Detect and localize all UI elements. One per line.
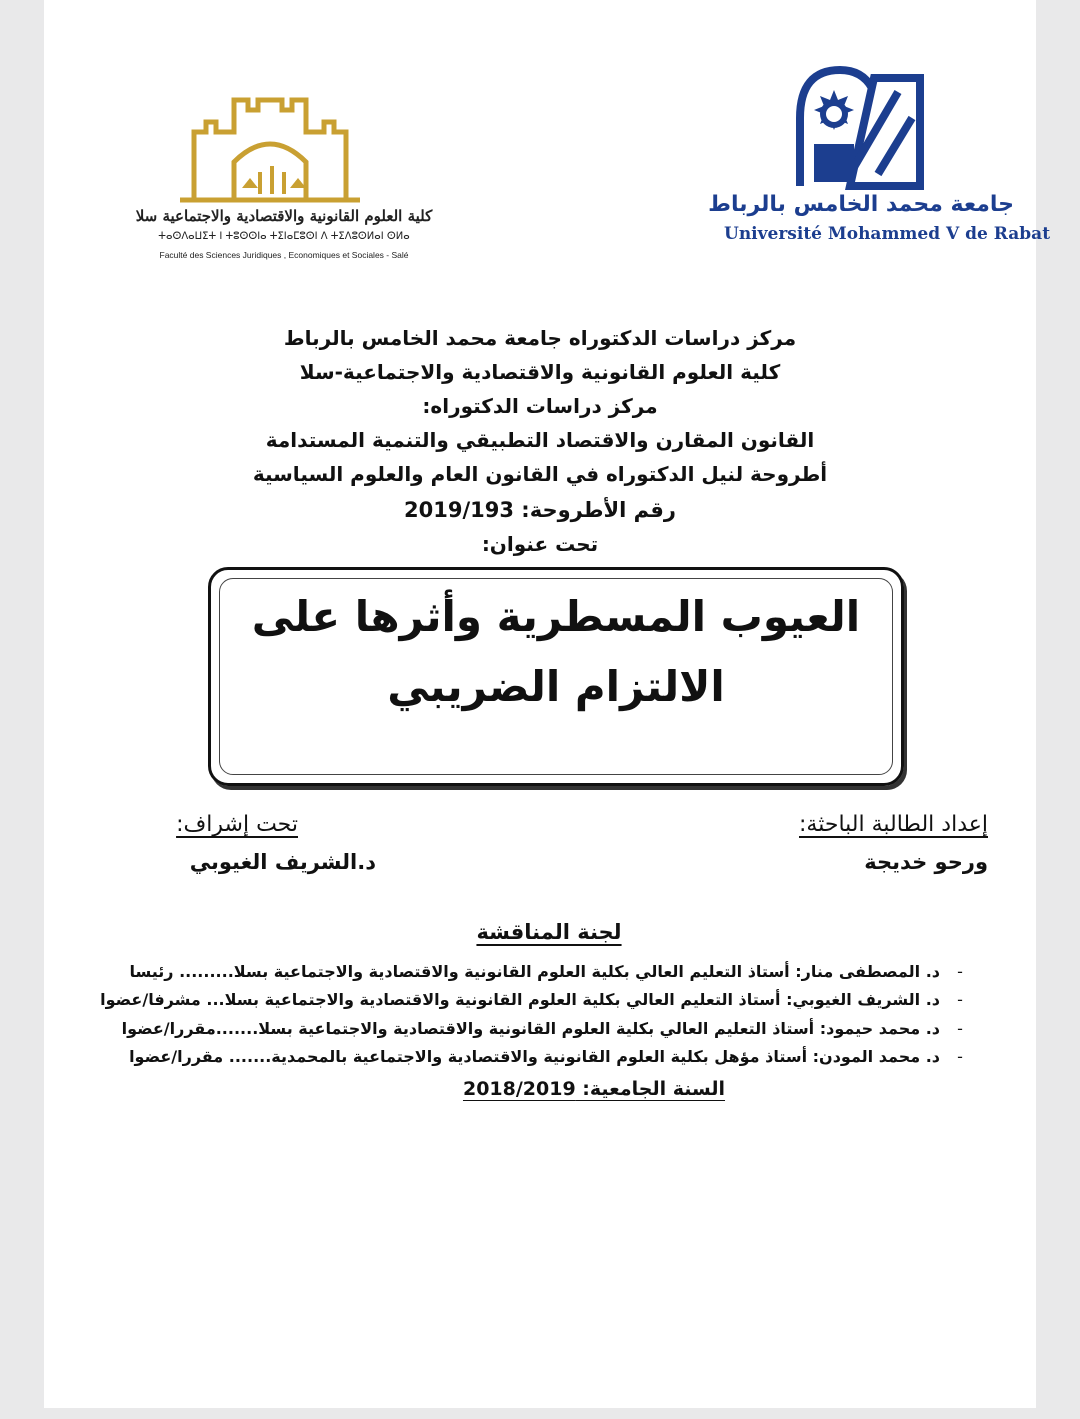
committee-member-1: د. المصطفى منار: أستاذ التعليم العالي بكلية العلوم القانونية والاقتصادية والاجتماعية بسلا......... رئيسا (129, 962, 940, 981)
fsjes-name-ar: كلية العلوم القانونية والاقتصادية والاجتماعية سلا (135, 207, 433, 225)
header-line-doctoral-center: مركز دراسات الدكتوراه جامعة محمد الخامس بالرباط (283, 326, 797, 350)
committee-heading: لجنة المناقشة (476, 920, 622, 944)
committee-member-row: -د. الشريف الغيوبي: أستاذ التعليم العالي بكلية العلوم القانونية والاقتصادية والاجتماعية بسلا... مشرفا/عضوا (100, 990, 963, 1009)
um5-name-ar: جامعة محمد الخامس بالرباط (708, 192, 1014, 217)
header-line-doctoral-studies: مركز دراسات الدكتوراه: (422, 394, 658, 418)
fsjes-emblem-icon (124, 92, 444, 207)
academic-year: السنة الجامعية: 2018/2019 (462, 1078, 726, 1100)
um5-emblem-icon (790, 58, 930, 193)
thesis-title-line2: الالتزام الضريبي (387, 662, 725, 711)
committee-member-4: د. محمد المودن: أستاذ مؤهل بكلية العلوم القانونية والاقتصادية والاجتماعية بالمحمدية....... مقررا/عضوا (129, 1047, 940, 1066)
thesis-title-box (208, 567, 904, 786)
header-line-under-title: تحت عنوان: (481, 532, 599, 556)
supervisor-name: د.الشريف الغيوبي (189, 850, 376, 874)
fsjes-name-fr: Faculté des Sciences Juridiques , Economiques et Sociales - Salé (159, 250, 409, 260)
supervision-label: تحت إشراف: (176, 812, 298, 837)
header-line-thesis-type: أطروحة لنيل الدكتوراه في القانون العام والعلوم السياسية (252, 462, 828, 486)
fsjes-logo (124, 92, 444, 267)
um5-logo (708, 58, 1051, 248)
header-line-thesis-number: رقم الأطروحة: 2019/193 (404, 498, 676, 522)
committee-member-row: -د. محمد المودن: أستاذ مؤهل بكلية العلوم القانونية والاقتصادية والاجتماعية بالمحمدية....... مقررا/عضوا (129, 1047, 963, 1066)
header-line-faculty: كلية العلوم القانونية والاقتصادية والاجتماعية-سلا (299, 360, 781, 384)
committee-member-2: د. الشريف الغيوبي: أستاذ التعليم العالي بكلية العلوم القانونية والاقتصادية والاجتماعية بسلا... مشرفا/عضوا (100, 990, 940, 1009)
fsjes-name-tifinagh: ⵜⴰⵙⴷⴰⵡⵉⵜ ⵏ ⵜⵓⵙⵙⵏⴰ ⵜⵉⵏⴰⵎⵓⵙⵏ ⴷ ⵜⵉⴷⵓⵙⵍⴰⵏ ⵙⵍⴰ (158, 231, 410, 242)
thesis-title-line1: العيوب المسطرية وأثرها على (251, 592, 861, 641)
committee-member-3: د. محمد حيمود: أستاذ التعليم العالي بكلية العلوم القانونية والاقتصادية والاجتماعية بسلا.......مقررا/عضوا (121, 1019, 940, 1038)
header-line-program: القانون المقارن والاقتصاد التطبيقي والتنمية المستدامة (265, 428, 815, 452)
um5-name-fr: Université Mohammed V de Rabat (724, 224, 1051, 244)
prepared-by-label: إعداد الطالبة الباحثة: (799, 812, 988, 837)
committee-member-row: -د. المصطفى منار: أستاذ التعليم العالي بكلية العلوم القانونية والاقتصادية والاجتماعية بسلا......... رئيسا (129, 962, 963, 981)
committee-member-row: -د. محمد حيمود: أستاذ التعليم العالي بكلية العلوم القانونية والاقتصادية والاجتماعية بسلا.......مقررا/عضوا (121, 1019, 963, 1038)
document-page (44, 0, 1051, 1408)
student-name: ورحو خديجة (864, 850, 988, 874)
